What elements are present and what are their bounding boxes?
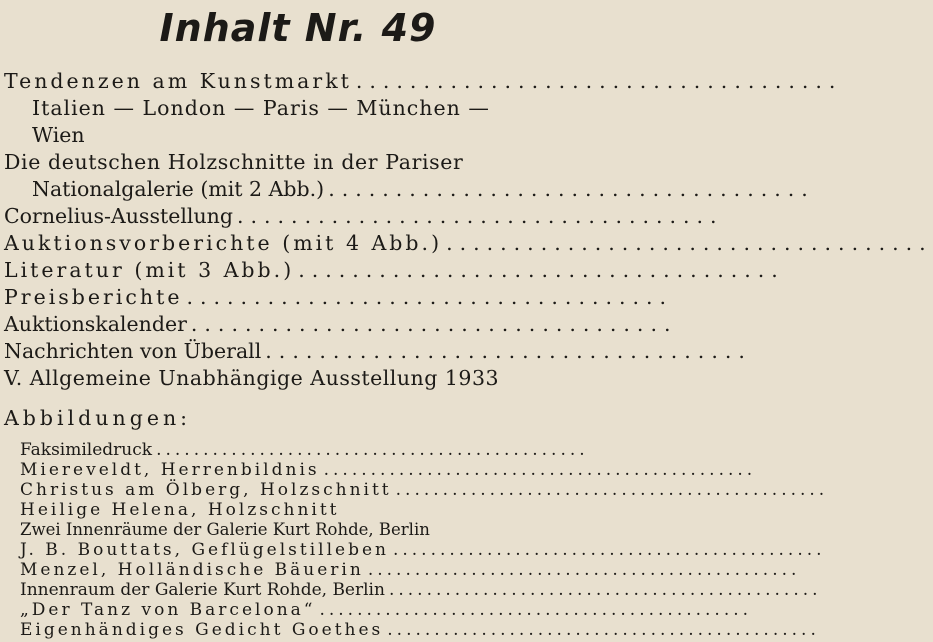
toc-entry-label: Italien — London — Paris — München — <box>32 96 490 120</box>
dot-leader: .................................... <box>355 69 843 93</box>
toc-entry <box>4 203 724 230</box>
page-title: Inhalt Nr. 49 <box>159 6 437 50</box>
dot-leader: .................................... <box>298 258 785 282</box>
illustration-entry <box>20 460 757 480</box>
toc-entry-label: Wien <box>32 123 85 147</box>
dot-leader: .................................... <box>265 339 752 363</box>
illustration-label: Heilige Helena, Holzschnitt <box>20 500 340 520</box>
dot-leader: .............................................. <box>392 540 826 560</box>
dot-leader: .............................................. <box>395 480 829 500</box>
illustration-entry <box>20 540 826 560</box>
illustration-label: Innenraum der Galerie Kurt Rohde, Berlin <box>20 580 385 600</box>
illustrations-heading: Abbildungen: <box>4 406 192 430</box>
toc-entry-label: Literatur (mit 3 Abb.) <box>4 258 295 282</box>
illustration-entry <box>20 480 829 500</box>
dot-leader: .............................................. <box>367 560 801 580</box>
toc-entry-label: V. Allgemeine Unabhängige Ausstellung 1933 <box>4 366 500 390</box>
toc-entry <box>4 149 594 176</box>
dot-leader: .............................................. <box>323 460 757 480</box>
illustration-label: Eigenhändiges Gedicht Goethes <box>20 620 384 640</box>
toc-entry-label: Nationalgalerie (mit 2 Abb.) <box>32 177 325 201</box>
toc-entry-label: Cornelius-Ausstellung <box>4 204 233 228</box>
illustration-label: Faksimiledruck <box>20 440 153 460</box>
dot-leader: .................................... <box>236 204 724 228</box>
toc-entry-continued <box>32 176 815 203</box>
illustration-label: Miereveldt, Herrenbildnis <box>20 460 320 480</box>
toc-entry-label: Die deutschen Holzschnitte in der Pariser <box>4 150 464 174</box>
illustration-label: Menzel, Holländische Bäuerin <box>20 560 364 580</box>
dot-leader: .............................................. <box>319 600 753 620</box>
dot-leader: .................................... <box>446 231 933 255</box>
illustration-entry <box>20 600 753 620</box>
toc-entry-continued <box>32 122 594 149</box>
toc-entry <box>4 338 752 365</box>
dot-leader: .............................................. <box>387 620 820 640</box>
toc-entry <box>4 365 594 392</box>
illustration-label: Zwei Innenräume der Galerie Kurt Rohde, Berlin <box>20 520 430 539</box>
illustration-entry <box>20 620 820 640</box>
illustration-entry <box>20 500 594 520</box>
toc-entry-label: Nachrichten von Überall <box>4 339 262 363</box>
toc-entry <box>4 284 674 311</box>
dot-leader: .................................... <box>190 312 678 336</box>
illustration-entry <box>20 520 594 540</box>
toc-entry <box>4 257 785 284</box>
illustration-label: Christus am Ölberg, Holzschnitt <box>20 480 392 500</box>
toc-entry <box>4 311 678 338</box>
illustration-entry <box>20 580 822 600</box>
toc-entry <box>4 68 843 95</box>
toc-entry-label: Preisberichte <box>4 285 183 309</box>
toc-entry-label: Auktionsvorberichte (mit 4 Abb.) <box>4 231 443 255</box>
toc-entry-continued <box>32 95 594 122</box>
illustration-label: „Der Tanz von Barcelona“ <box>20 600 316 620</box>
dot-leader: .................................... <box>186 285 674 309</box>
toc-entry-label: Auktionskalender <box>4 312 187 336</box>
toc-entry <box>4 230 933 257</box>
illustration-label: J. B. Bouttats, Geflügelstilleben <box>20 540 389 560</box>
toc-entry-label: Tendenzen am Kunstmarkt <box>4 69 352 93</box>
illustration-entry <box>20 560 801 580</box>
dot-leader: .................................... <box>328 177 815 201</box>
dot-leader: .............................................. <box>388 580 822 600</box>
illustration-entry <box>20 440 594 460</box>
dot-leader: .............................................. <box>156 440 589 460</box>
